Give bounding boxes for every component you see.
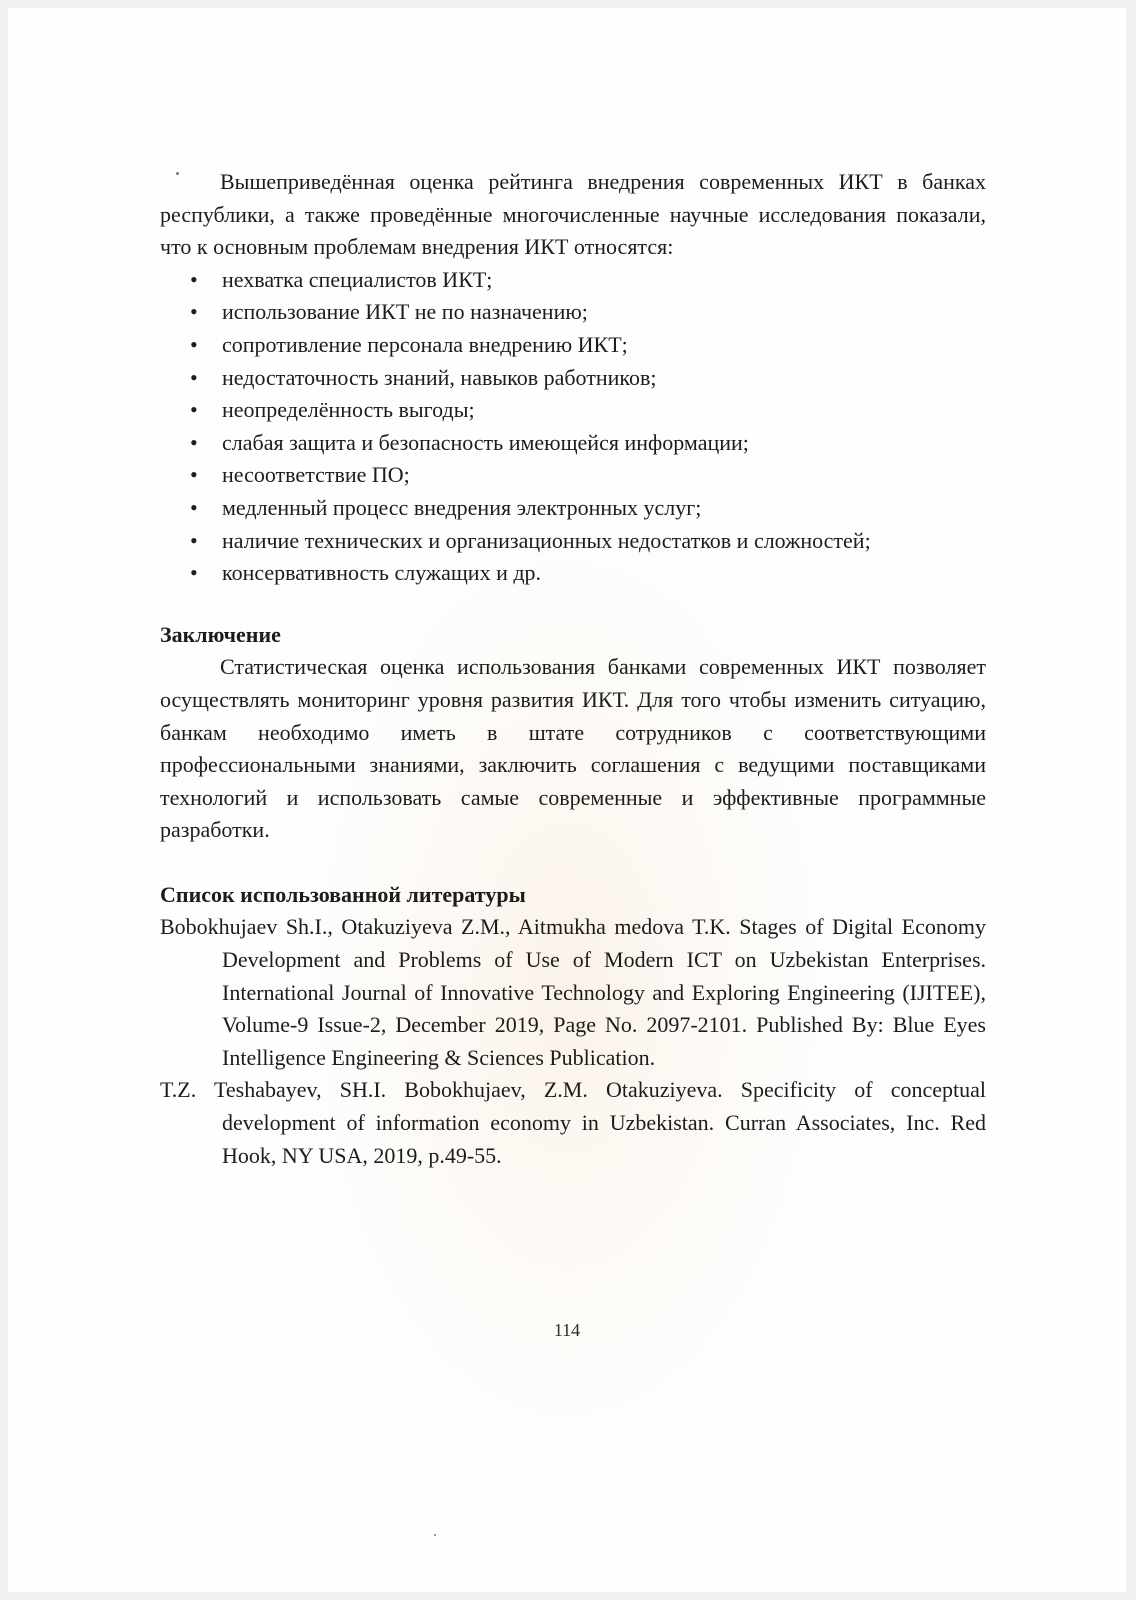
list-item: • неопределённость выгоды; <box>160 394 986 427</box>
references-section <box>160 879 986 1172</box>
page-content <box>160 166 986 1172</box>
references-heading: Список использованной литературы <box>160 881 526 907</box>
reference-item: T.Z. Teshabayev, SH.I. Bobokhujaev, Z.M. Otakuziyeva. Specificity of conceptual development of information economy in Uzbekistan. Curran Associates, Inc. Red Hook, NY USA, 2019, p.49-55. <box>160 1077 986 1168</box>
page-number: 114 <box>553 1320 581 1340</box>
intro-paragraph: Вышеприведённая оценка рейтинга внедрения современных ИКТ в банках республики, а также проведённые многочисленные научные исследования показали, что к основным проблемам внедрения ИКТ относятся: <box>160 169 986 260</box>
list-item: • нехватка специалистов ИКТ; <box>160 264 986 297</box>
list-item: • консервативность служащих и др. <box>160 557 986 590</box>
conclusion-paragraph: Статистическая оценка использования банками современных ИКТ позволяет осуществлять мониторинг уровня развития ИКТ. Для того чтобы изменить ситуацию, банкам необходимо иметь в штате сотрудников с соответствующими профессиональными знаниями, заключить соглашения с ведущими поставщиками технологий и использовать самые современные и эффективные программные разработки. <box>160 654 986 843</box>
list-item: • медленный процесс внедрения электронных услуг; <box>160 492 986 525</box>
list-item: • недостаточность знаний, навыков работников; <box>160 362 986 395</box>
document-page <box>8 8 1126 1592</box>
scan-speck <box>434 1534 436 1536</box>
reference-item: Bobokhujaev Sh.I., Otakuziyeva Z.M., Aitmukha medova T.K. Stages of Digital Economy Development and Problems of Use of Modern ICT on Uzbekistan Enterprises. International Journal of Innovative Technology and Exploring Engineering (IJITEE), Volume-9 Issue-2, December 2019, Page No. 2097-2101. Published By: Blue Eyes Intelligence Engineering & Sciences Publication. <box>160 914 986 1070</box>
list-item: • наличие технических и организационных недостатков и сложностей; <box>160 525 986 558</box>
list-item: • использование ИКТ не по назначению; <box>160 296 986 329</box>
conclusion-heading: Заключение <box>160 621 281 647</box>
conclusion-section <box>160 619 986 847</box>
list-item: • сопротивление персонала внедрению ИКТ; <box>160 329 986 362</box>
list-item: • слабая защита и безопасность имеющейся информации; <box>160 427 986 460</box>
problems-list <box>160 264 986 590</box>
list-item: • несоответствие ПО; <box>160 459 986 492</box>
